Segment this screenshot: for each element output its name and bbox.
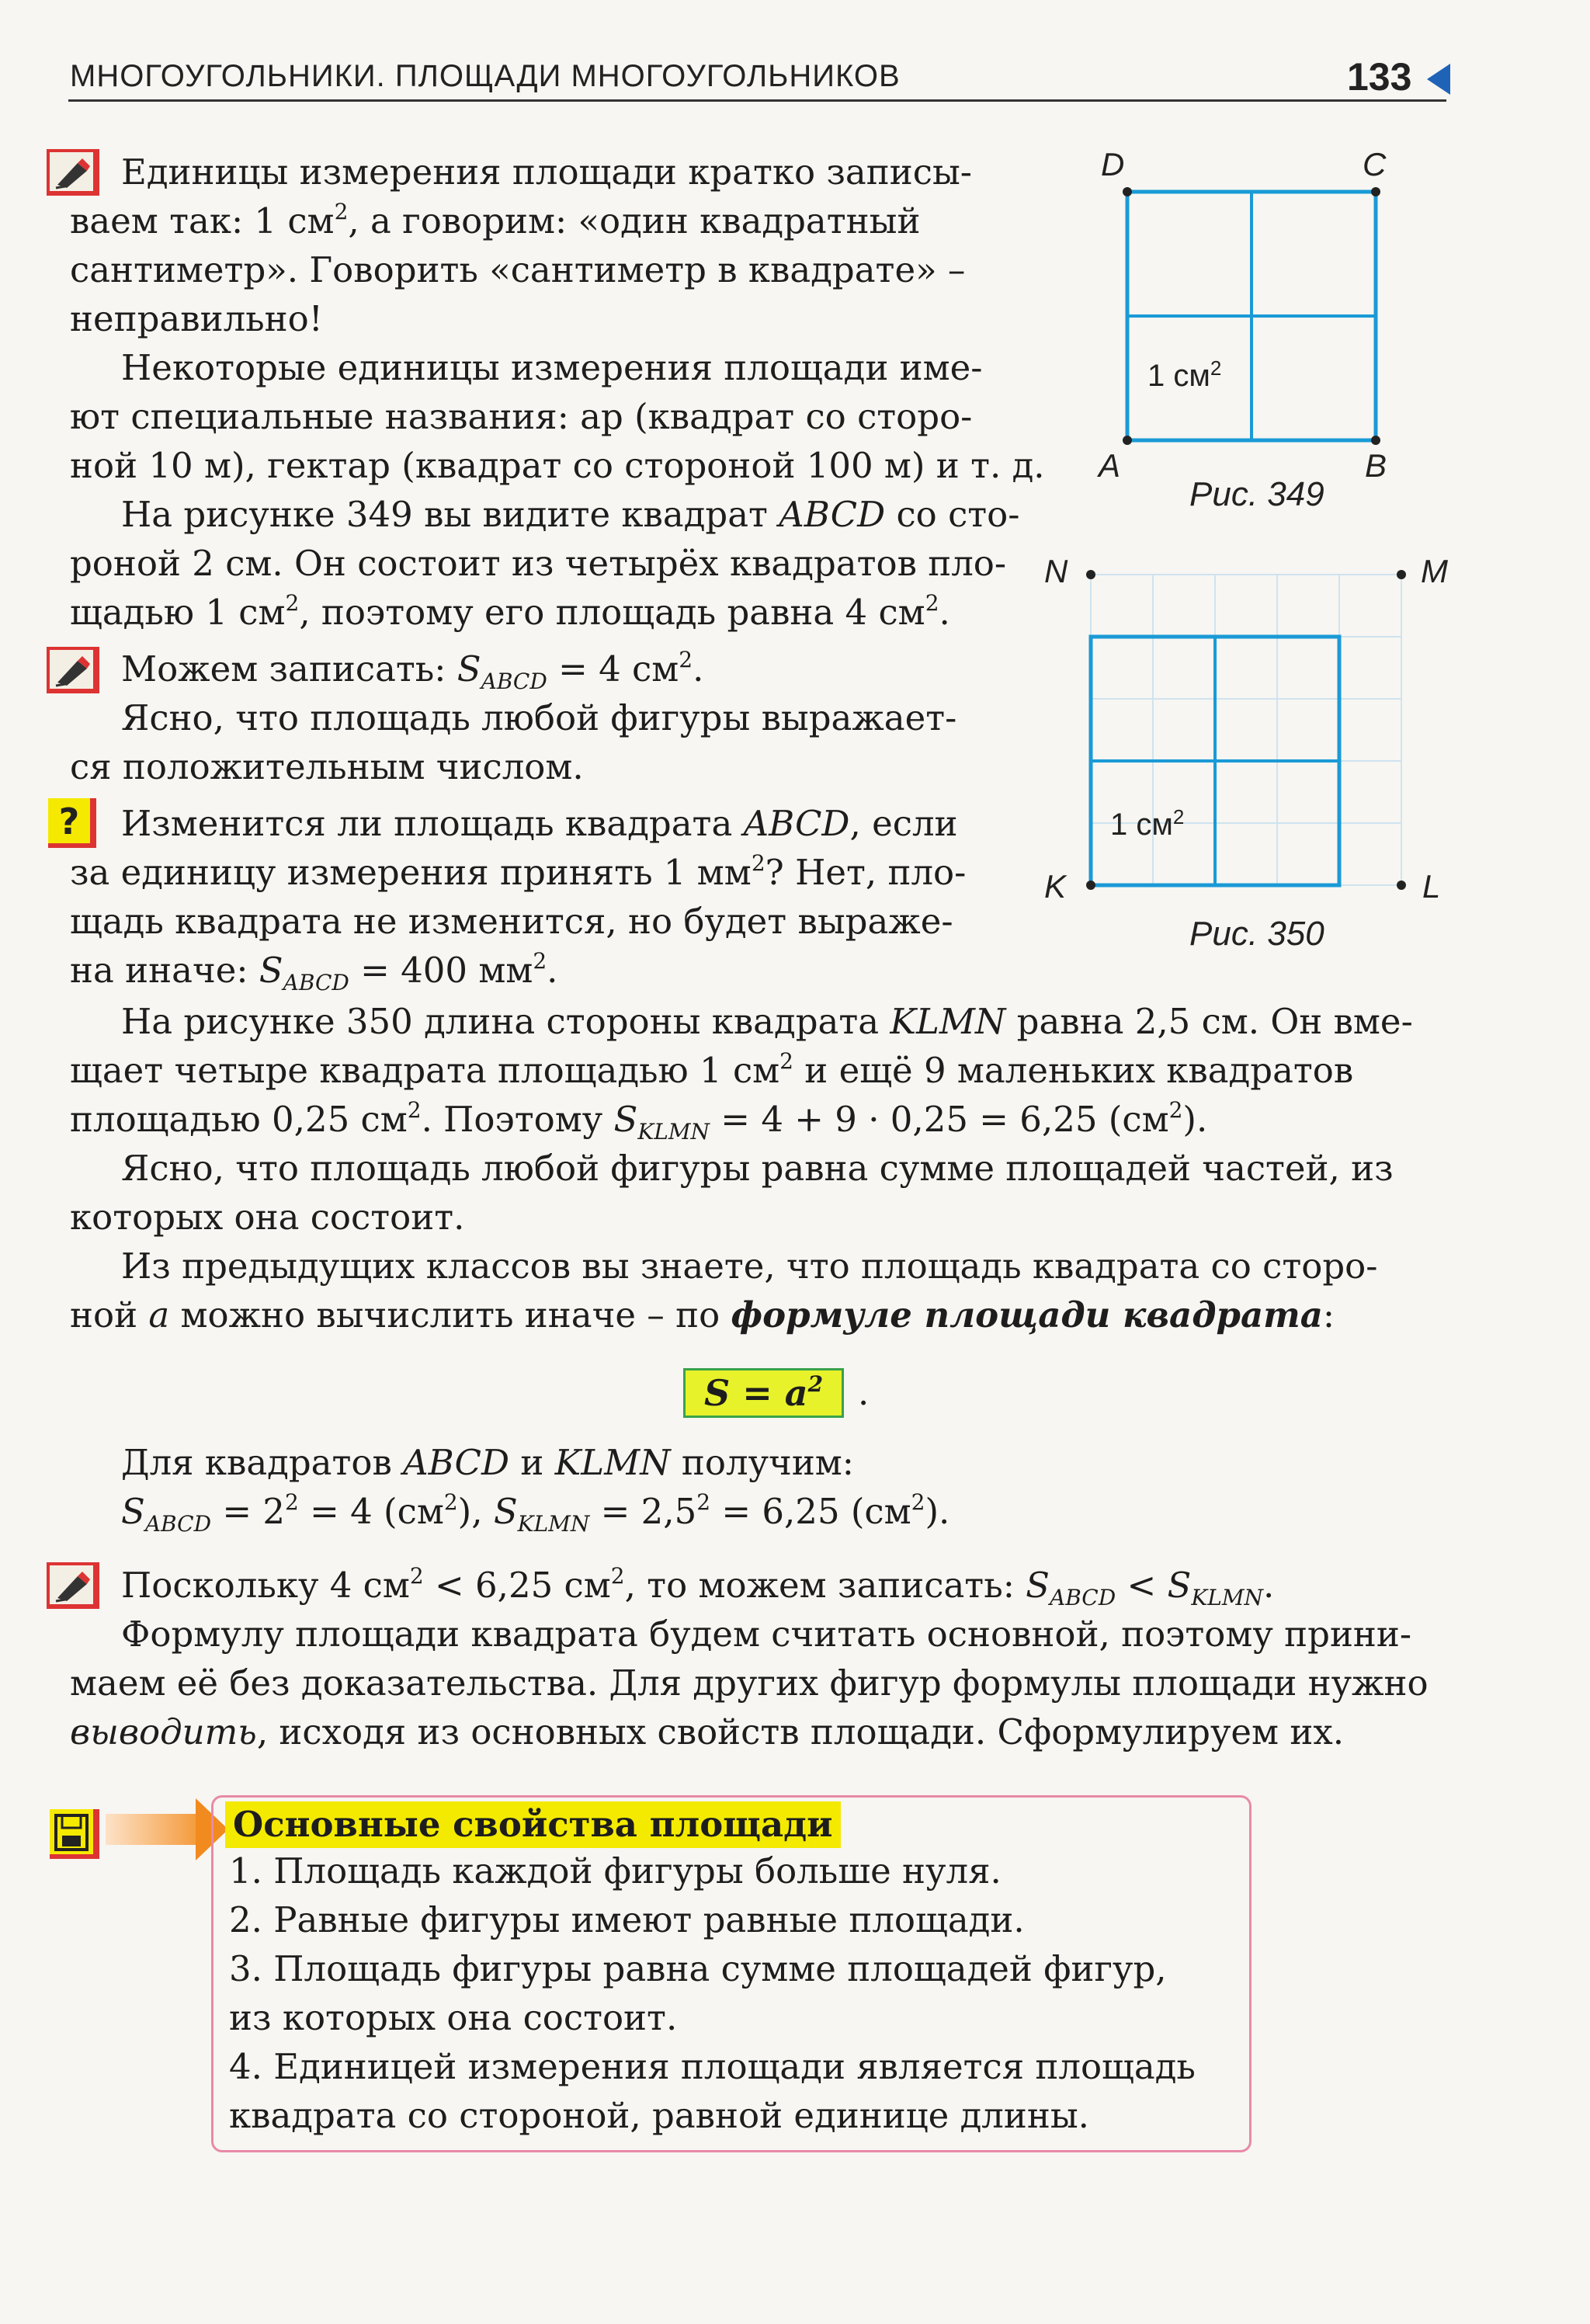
vertex-label-l: L	[1422, 868, 1441, 905]
text-line: Ясно, что площадь любой фигуры выражает-	[121, 697, 957, 738]
text-line: ваем так: 1 $см^2$, а говорим: «один квадратный	[70, 199, 921, 241]
figure-350-caption: Рис. 350	[1189, 915, 1324, 953]
vertex-label-c: C	[1363, 146, 1387, 182]
text-line: на иначе: $S_{ABCD} = 400$ $мм^2$.	[70, 948, 558, 995]
text-line: Изменится ли площадь квадрата ABCD, если	[121, 803, 958, 844]
pencil-note-icon	[47, 1562, 99, 1609]
text-line: Для квадратов ABCD и KLMN получим:	[121, 1442, 854, 1483]
header-rule	[68, 99, 1446, 102]
text-line: маем её без доказательства. Для других фигур формулы площади нужно	[70, 1662, 1429, 1704]
vertex-label-m: M	[1421, 553, 1448, 589]
figure-349-caption: Рис. 349	[1189, 475, 1324, 513]
area-formula: $S = a^2$	[683, 1368, 844, 1418]
text-line: выводить, исходя из основных свойств площади. Сформулируем их.	[70, 1711, 1345, 1753]
vertex-label-k: K	[1044, 868, 1067, 905]
text-line: роной 2 см. Он состоит из четырёх квадратов пло-	[70, 543, 1007, 584]
text-line: ной 10 м), гектар (квадрат со стороной 100 м) и т. д.	[70, 445, 1045, 486]
text-line: ной a можно вычислить иначе – по формуле площади квадрата:	[70, 1294, 1335, 1336]
text-line: Единицы измерения площади кратко записы-	[121, 151, 972, 193]
text-line: Некоторые единицы измерения площади име-	[121, 347, 983, 388]
text-line: неправильно!	[70, 298, 323, 339]
cell-area-label: 1 $см^2$	[1147, 356, 1222, 393]
text-line: ют специальные названия: ар (квадрат со сторо-	[70, 396, 973, 437]
text-line: которых она состоит.	[70, 1197, 465, 1238]
arrow-pointer-icon	[106, 1814, 199, 1845]
text-line: Формулу площади квадрата будем считать основной, поэтому прини-	[121, 1614, 1412, 1655]
save-icon	[50, 1809, 99, 1859]
property-item: квадрата со стороной, равной единице длины.	[229, 2095, 1089, 2136]
page-arrow-icon	[1427, 64, 1450, 95]
property-item: 4. Единицей измерения площади является площадь	[229, 2046, 1196, 2087]
page-number: 133	[1347, 55, 1412, 99]
text-line: Из предыдущих классов вы знаете, что площадь квадрата со сторо-	[121, 1245, 1378, 1287]
text-line: площадью 0,25 $см^2$. Поэтому $S_{KLMN} = 4 + 9 \cdot 0,25 = 6,25$ $(см^2)$.	[70, 1097, 1208, 1145]
vertex-label-n: N	[1044, 553, 1068, 589]
property-item: 2. Равные фигуры имеют равные площади.	[229, 1899, 1025, 1940]
cell-area-label: 1 $см^2$	[1110, 805, 1185, 842]
text-line: сантиметр». Говорить «сантиметр в квадрате» –	[70, 249, 966, 290]
vertex-label-d: D	[1101, 146, 1125, 182]
property-item: из которых она состоит.	[229, 1997, 678, 2038]
vertex-label-b: B	[1365, 447, 1387, 484]
running-header: МНОГОУГОЛЬНИКИ. ПЛОЩАДИ МНОГОУГОЛЬНИКОВ	[70, 59, 901, 93]
figure-349-square	[1118, 182, 1382, 446]
text-line: Поскольку 4 $см^2 < 6,25$ $см^2$, то можем записать: $S_{ABCD} < S_{KLMN}$.	[121, 1563, 1275, 1610]
text-line: Можем записать: $S_{ABCD} = 4$ $см^2$.	[121, 647, 704, 694]
text-line: щадью 1 $см^2$, поэтому его площадь равна 4 $см^2$.	[70, 590, 950, 633]
text-line: щает четыре квадрата площадью 1 $см^2$ и ещё 9 маленьких квадратов	[70, 1048, 1354, 1091]
pencil-note-icon	[47, 647, 99, 693]
text-line: На рисунке 350 длина стороны квадрата KLMN равна 2,5 см. Он вме-	[121, 1001, 1413, 1042]
vertex-label-a: A	[1099, 447, 1121, 484]
text-line: ся положительным числом.	[70, 746, 584, 787]
text-line: щадь квадрата не изменится, но будет выраже-	[70, 901, 953, 942]
figure-350-square	[1083, 567, 1417, 893]
text-line: Ясно, что площадь любой фигуры равна сумме площадей частей, из	[121, 1148, 1394, 1189]
text-line: На рисунке 349 вы видите квадрат ABCD со сто-	[121, 494, 1020, 535]
text-line: $S_{ABCD} = 2^2 = 4$ $(см^2)$, $S_{KLMN} = 2,5^2 = 6,25$ $(см^2)$.	[121, 1489, 950, 1537]
text-line: за единицу измерения принять 1 $мм^2$? Нет, пло-	[70, 850, 967, 893]
pencil-note-icon	[47, 149, 99, 196]
properties-title: Основные свойства площади	[225, 1801, 841, 1848]
question-icon: ?	[48, 798, 96, 848]
property-item: 3. Площадь фигуры равна сумме площадей фигур,	[229, 1948, 1167, 1989]
formula-period: .	[858, 1372, 870, 1413]
property-item: 1. Площадь каждой фигуры больше нуля.	[229, 1850, 1002, 1892]
